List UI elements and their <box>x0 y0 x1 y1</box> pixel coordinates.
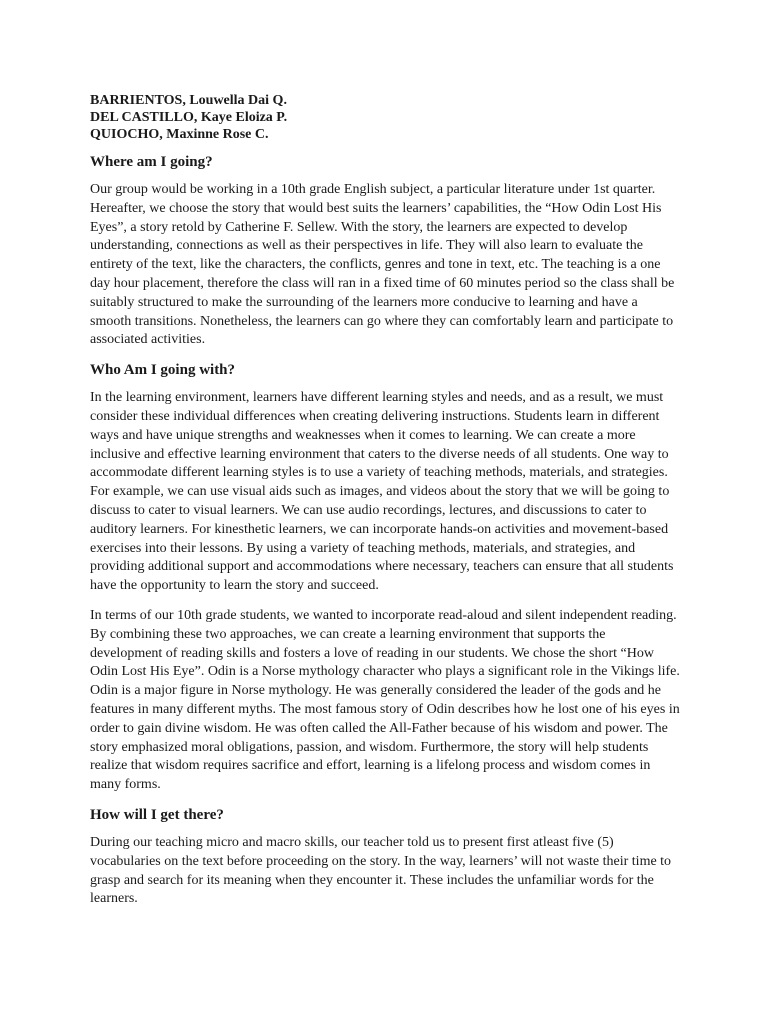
section-heading-where-am-i-going: Where am I going? <box>90 154 213 170</box>
author-list <box>90 92 680 143</box>
document-page <box>90 92 680 920</box>
paragraph: During our teaching micro and macro skills, our teacher told us to present first atleast five (5) vocabularies on the text before proceeding on the story. In the way, learners’ will not waste their time to grasp and search for its meaning when they encounter it. These includes the unfamiliar words for the learners. <box>90 834 672 907</box>
author-name: QUIOCHO, Maxinne Rose C. <box>90 127 269 142</box>
paragraph: Our group would be working in a 10th grade English subject, a particular literature under 1st quarter. Hereafter, we choose the story that would best suits the learners’ capabilities, the “How Odin Lost His Eyes”, a story retold by Catherine F. Sellew. With the story, the learners are expected to develop understanding, connections as well as their perspectives in life. They will also learn to evaluate the entirety of the text, like the characters, the conflicts, genres and tone in text, etc. The teaching is a one day hour placement, therefore the class will ran in a fixed time of 60 minutes period so the class shall be suitably structured to make the surrounding of the learners more conducive to learning and have a smooth transitions. Nonetheless, the learners can go where they can comfortably learn and participate to associated activities. <box>90 182 675 348</box>
author-name: DEL CASTILLO, Kaye Eloiza P. <box>90 110 288 125</box>
section-heading-how-will-i-get-there: How will I get there? <box>90 806 224 823</box>
author-name: BARRIENTOS, Louwella Dai Q. <box>90 93 287 108</box>
paragraph: In terms of our 10th grade students, we wanted to incorporate read-aloud and silent independent reading. By combining these two approaches, we can create a learning environment that supports the development of reading skills and fosters a love of reading in our students. We chose the short “How Odin Lost His Eye”. Odin is a Norse mythology character who plays a significant role in the Vikings life. Odin is a major figure in Norse mythology. He was generally considered the leader of the gods and he features in many different myths. The most famous story of Odin describes how he lost one of his eyes in order to gain divine wisdom. He was often called the All-Father because of his wisdom and power. The story emphasized moral obligations, passion, and wisdom. Furthermore, the story will help students realize that wisdom requires sacrifice and effort, learning is a lifelong process and wisdom comes in many forms. <box>90 607 680 793</box>
paragraph: In the learning environment, learners have different learning styles and needs, and as a result, we must consider these individual differences when creating delivering instructions. Students learn in different ways and have unique strengths and weaknesses when it comes to learning. We can create a more inclusive and effective learning environment that caters to the diverse needs of all students. One way to accommodate different learning styles is to use a variety of teaching methods, materials, and strategies. For example, we can use visual aids such as images, and videos about the story that we will be going to discuss to cater to visual learners. We can use audio recordings, lectures, and discussions to cater to auditory learners. For kinesthetic learners, we can incorporate hands-on activities and movement-based exercises into their lessons. By using a variety of teaching methods, materials, and strategies, and providing additional support and accommodations where necessary, teachers can ensure that all students have the opportunity to learn the story and succeed. <box>90 390 674 594</box>
section-heading-who-am-i-going-with: Who Am I going with? <box>90 362 236 379</box>
